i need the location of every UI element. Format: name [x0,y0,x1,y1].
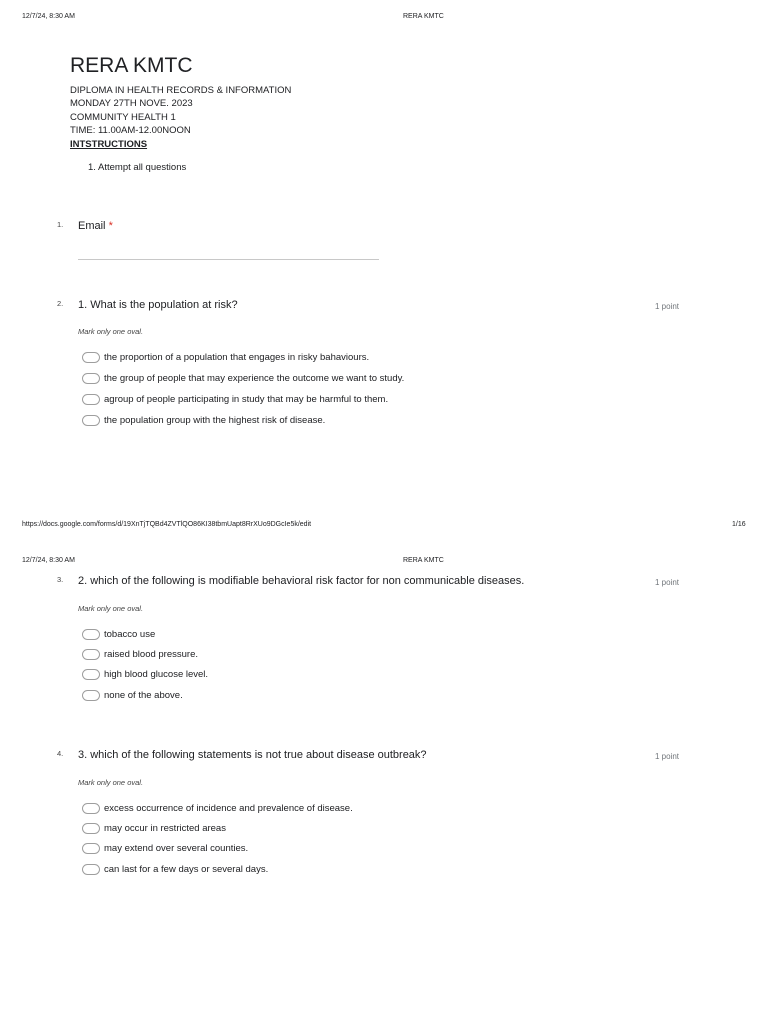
radio-oval[interactable] [82,843,100,854]
question-text: 1. What is the population at risk? [78,299,238,311]
radio-oval[interactable] [82,649,100,660]
question-points: 1 point [655,302,680,311]
option-row[interactable] [82,646,208,662]
form-subtitle-line: TIME: 11.00AM-12.00NOON [70,125,191,136]
required-asterisk: * [108,220,113,232]
radio-oval[interactable] [82,690,100,701]
option-label: raised blood pressure. [104,648,198,660]
radio-oval[interactable] [82,394,100,405]
mark-hint: Mark only one oval. [78,604,144,613]
question-email-label [78,220,113,232]
print-doc-title: RERA KMTC [403,557,444,564]
option-label: high blood glucose level. [104,668,209,680]
form-subtitle-line: DIPLOMA IN HEALTH RECORDS & INFORMATION [70,85,292,96]
email-input-line[interactable] [78,259,379,260]
question-points: 1 point [655,752,680,761]
option-label: excess occurrence of incidence and prevalence of disease. [104,802,353,814]
question-options [82,349,404,428]
form-title: RERA KMTC [70,54,193,77]
option-row[interactable] [82,412,404,428]
question-number: 2. [57,299,64,308]
radio-oval[interactable] [82,415,100,426]
print-url: https://docs.google.com/forms/d/19XnTjTQBd4ZVTlQO86KI38tbmUapt8RrXUo9DGcIe5k/edit [22,521,312,528]
option-label: the group of people that may experience the outcome we want to study. [104,372,405,384]
mark-hint: Mark only one oval. [78,778,144,787]
option-row[interactable] [82,391,404,407]
option-row[interactable] [82,840,353,856]
radio-oval[interactable] [82,629,100,640]
option-row[interactable] [82,626,208,642]
option-row[interactable] [82,349,404,365]
instructions-heading: INTSTRUCTIONS [70,139,148,150]
question-number: 4. [57,749,64,758]
mark-hint: Mark only one oval. [78,327,144,336]
question-options [82,800,353,877]
radio-oval[interactable] [82,373,100,384]
question-options [82,626,208,703]
question-number: 1. [57,220,64,229]
print-timestamp: 12/7/24, 8:30 AM [22,557,75,564]
option-label: can last for a few days or several days. [104,863,269,875]
question-text: Email [78,220,106,232]
form-subtitle-line: MONDAY 27TH NOVE. 2023 [70,98,193,109]
option-label: tobacco use [104,628,156,640]
radio-oval[interactable] [82,352,100,363]
radio-oval[interactable] [82,803,100,814]
instruction-item: 1. Attempt all questions [88,162,187,173]
option-label: may extend over several counties. [104,842,249,854]
radio-oval[interactable] [82,864,100,875]
question-points: 1 point [655,578,680,587]
option-row[interactable] [82,666,208,682]
option-row[interactable] [82,820,353,836]
option-row[interactable] [82,861,353,877]
option-label: the population group with the highest risk of disease. [104,414,326,426]
option-label: agroup of people participating in study that may be harmful to them. [104,393,389,405]
option-row[interactable] [82,800,353,816]
option-label: may occur in restricted areas [104,822,226,834]
print-doc-title: RERA KMTC [403,13,444,20]
option-row[interactable] [82,370,404,386]
option-label: the proportion of a population that engages in risky bahaviours. [104,351,370,363]
question-number: 3. [57,575,64,584]
print-page-number: 1/16 [732,521,746,528]
option-row[interactable] [82,687,208,703]
question-text: 2. which of the following is modifiable behavioral risk factor for non communicable diseases. [78,575,525,587]
option-label: none of the above. [104,689,183,701]
print-timestamp: 12/7/24, 8:30 AM [22,13,75,20]
radio-oval[interactable] [82,669,100,680]
form-subtitle-line: COMMUNITY HEALTH 1 [70,112,176,123]
radio-oval[interactable] [82,823,100,834]
question-text: 3. which of the following statements is not true about disease outbreak? [78,749,427,761]
